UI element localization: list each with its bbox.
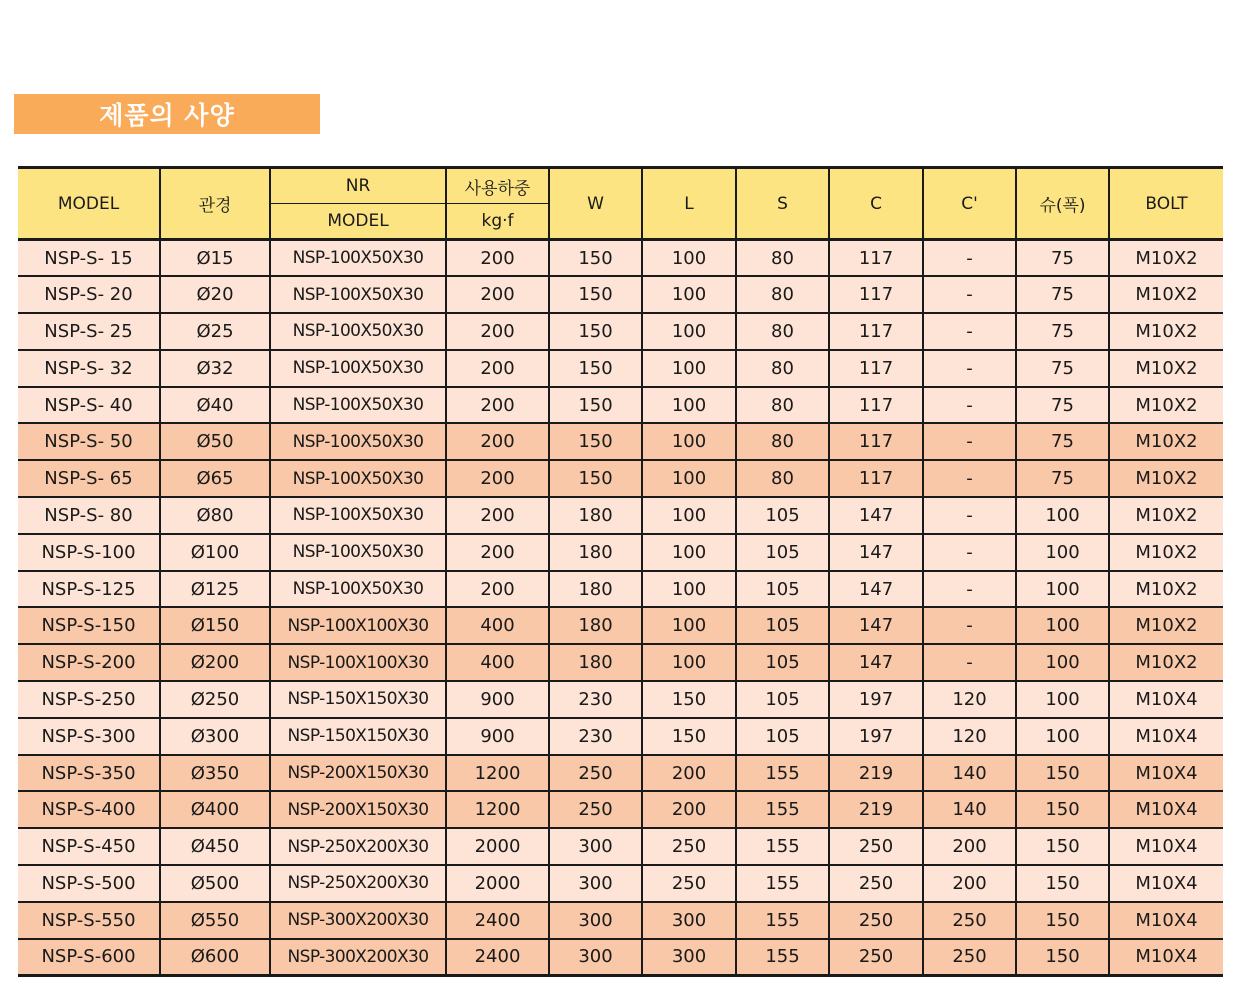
shoe-width-cell: 150 xyxy=(1016,902,1109,939)
w-cell: 300 xyxy=(549,939,642,976)
table-row xyxy=(18,755,1223,792)
load-cell: 1200 xyxy=(446,755,549,792)
nr-model-cell: NSP-100X50X30 xyxy=(270,276,446,313)
c-cell: 250 xyxy=(829,902,923,939)
header-c: C xyxy=(829,168,923,240)
bolt-cell: M10X2 xyxy=(1109,313,1223,350)
nr-model-cell: NSP-250X200X30 xyxy=(270,828,446,865)
bolt-cell: M10X2 xyxy=(1109,497,1223,534)
diameter-cell: Ø40 xyxy=(160,387,270,424)
l-cell: 100 xyxy=(642,497,736,534)
table-row xyxy=(18,350,1223,387)
header-load: 사용하중 xyxy=(446,168,549,204)
table-row xyxy=(18,313,1223,350)
load-cell: 200 xyxy=(446,497,549,534)
header-bolt: BOLT xyxy=(1109,168,1223,240)
c-prime-cell: - xyxy=(923,534,1016,571)
table-row xyxy=(18,276,1223,313)
l-cell: 300 xyxy=(642,939,736,976)
nr-model-cell: NSP-150X150X30 xyxy=(270,681,446,718)
s-cell: 105 xyxy=(736,497,829,534)
c-cell: 219 xyxy=(829,791,923,828)
model-cell: NSP-S-600 xyxy=(18,939,160,976)
s-cell: 105 xyxy=(736,718,829,755)
diameter-cell: Ø15 xyxy=(160,240,270,277)
c-cell: 197 xyxy=(829,681,923,718)
w-cell: 300 xyxy=(549,902,642,939)
shoe-width-cell: 75 xyxy=(1016,423,1109,460)
c-prime-cell: - xyxy=(923,423,1016,460)
model-cell: NSP-S-250 xyxy=(18,681,160,718)
shoe-width-cell: 100 xyxy=(1016,644,1109,681)
header-nr: NR xyxy=(270,168,446,204)
l-cell: 100 xyxy=(642,607,736,644)
load-cell: 2000 xyxy=(446,828,549,865)
nr-model-cell: NSP-100X50X30 xyxy=(270,534,446,571)
s-cell: 105 xyxy=(736,607,829,644)
model-cell: NSP-S-550 xyxy=(18,902,160,939)
load-cell: 900 xyxy=(446,718,549,755)
c-cell: 197 xyxy=(829,718,923,755)
diameter-cell: Ø300 xyxy=(160,718,270,755)
table-row xyxy=(18,939,1223,976)
l-cell: 100 xyxy=(642,534,736,571)
load-cell: 200 xyxy=(446,350,549,387)
s-cell: 155 xyxy=(736,939,829,976)
l-cell: 200 xyxy=(642,791,736,828)
bolt-cell: M10X2 xyxy=(1109,644,1223,681)
shoe-width-cell: 75 xyxy=(1016,460,1109,497)
header-w: W xyxy=(549,168,642,240)
model-cell: NSP-S-100 xyxy=(18,534,160,571)
spec-table xyxy=(18,166,1223,977)
l-cell: 100 xyxy=(642,350,736,387)
l-cell: 100 xyxy=(642,644,736,681)
l-cell: 100 xyxy=(642,240,736,277)
bolt-cell: M10X4 xyxy=(1109,828,1223,865)
diameter-cell: Ø200 xyxy=(160,644,270,681)
load-cell: 200 xyxy=(446,240,549,277)
w-cell: 180 xyxy=(549,571,642,608)
c-cell: 117 xyxy=(829,313,923,350)
model-cell: NSP-S-450 xyxy=(18,828,160,865)
l-cell: 100 xyxy=(642,571,736,608)
nr-model-cell: NSP-200X150X30 xyxy=(270,755,446,792)
s-cell: 80 xyxy=(736,460,829,497)
diameter-cell: Ø25 xyxy=(160,313,270,350)
model-cell: NSP-S- 80 xyxy=(18,497,160,534)
s-cell: 80 xyxy=(736,423,829,460)
diameter-cell: Ø150 xyxy=(160,607,270,644)
bolt-cell: M10X2 xyxy=(1109,423,1223,460)
model-cell: NSP-S- 32 xyxy=(18,350,160,387)
bolt-cell: M10X2 xyxy=(1109,276,1223,313)
table-row xyxy=(18,681,1223,718)
c-prime-cell: - xyxy=(923,350,1016,387)
shoe-width-cell: 100 xyxy=(1016,497,1109,534)
diameter-cell: Ø550 xyxy=(160,902,270,939)
c-prime-cell: 140 xyxy=(923,791,1016,828)
section-title: 제품의 사양 xyxy=(14,94,320,134)
s-cell: 80 xyxy=(736,276,829,313)
c-prime-cell: 200 xyxy=(923,828,1016,865)
table-row xyxy=(18,902,1223,939)
header-model: MODEL xyxy=(18,168,160,240)
w-cell: 230 xyxy=(549,718,642,755)
c-prime-cell: - xyxy=(923,387,1016,424)
table-row xyxy=(18,571,1223,608)
s-cell: 80 xyxy=(736,350,829,387)
nr-model-cell: NSP-100X50X30 xyxy=(270,240,446,277)
shoe-width-cell: 150 xyxy=(1016,755,1109,792)
load-cell: 200 xyxy=(446,423,549,460)
table-row xyxy=(18,460,1223,497)
c-cell: 117 xyxy=(829,276,923,313)
w-cell: 150 xyxy=(549,423,642,460)
nr-model-cell: NSP-300X200X30 xyxy=(270,902,446,939)
c-cell: 117 xyxy=(829,240,923,277)
model-cell: NSP-S-350 xyxy=(18,755,160,792)
w-cell: 250 xyxy=(549,755,642,792)
table-row xyxy=(18,240,1223,277)
shoe-width-cell: 75 xyxy=(1016,387,1109,424)
load-cell: 200 xyxy=(446,571,549,608)
bolt-cell: M10X4 xyxy=(1109,718,1223,755)
c-prime-cell: - xyxy=(923,313,1016,350)
diameter-cell: Ø400 xyxy=(160,791,270,828)
c-prime-cell: - xyxy=(923,276,1016,313)
w-cell: 150 xyxy=(549,387,642,424)
load-cell: 200 xyxy=(446,313,549,350)
table-body xyxy=(18,240,1223,976)
bolt-cell: M10X2 xyxy=(1109,387,1223,424)
bolt-cell: M10X2 xyxy=(1109,350,1223,387)
w-cell: 250 xyxy=(549,791,642,828)
shoe-width-cell: 150 xyxy=(1016,828,1109,865)
nr-model-cell: NSP-100X50X30 xyxy=(270,423,446,460)
bolt-cell: M10X4 xyxy=(1109,755,1223,792)
nr-model-cell: NSP-100X100X30 xyxy=(270,607,446,644)
diameter-cell: Ø350 xyxy=(160,755,270,792)
shoe-width-cell: 100 xyxy=(1016,681,1109,718)
diameter-cell: Ø100 xyxy=(160,534,270,571)
s-cell: 105 xyxy=(736,571,829,608)
diameter-cell: Ø32 xyxy=(160,350,270,387)
model-cell: NSP-S- 50 xyxy=(18,423,160,460)
load-cell: 200 xyxy=(446,534,549,571)
c-prime-cell: 250 xyxy=(923,902,1016,939)
load-cell: 900 xyxy=(446,681,549,718)
c-prime-cell: - xyxy=(923,607,1016,644)
load-cell: 200 xyxy=(446,276,549,313)
c-prime-cell: 120 xyxy=(923,681,1016,718)
model-cell: NSP-S-125 xyxy=(18,571,160,608)
diameter-cell: Ø65 xyxy=(160,460,270,497)
table-row xyxy=(18,534,1223,571)
w-cell: 180 xyxy=(549,534,642,571)
table-row xyxy=(18,865,1223,902)
diameter-cell: Ø50 xyxy=(160,423,270,460)
diameter-cell: Ø125 xyxy=(160,571,270,608)
shoe-width-cell: 150 xyxy=(1016,865,1109,902)
l-cell: 100 xyxy=(642,276,736,313)
nr-model-cell: NSP-250X200X30 xyxy=(270,865,446,902)
c-cell: 117 xyxy=(829,387,923,424)
s-cell: 155 xyxy=(736,791,829,828)
l-cell: 150 xyxy=(642,681,736,718)
load-cell: 200 xyxy=(446,387,549,424)
c-prime-cell: 140 xyxy=(923,755,1016,792)
nr-model-cell: NSP-100X50X30 xyxy=(270,387,446,424)
c-cell: 117 xyxy=(829,350,923,387)
c-cell: 250 xyxy=(829,828,923,865)
header-l: L xyxy=(642,168,736,240)
c-prime-cell: - xyxy=(923,240,1016,277)
shoe-width-cell: 150 xyxy=(1016,791,1109,828)
c-prime-cell: - xyxy=(923,644,1016,681)
nr-model-cell: NSP-100X50X30 xyxy=(270,460,446,497)
model-cell: NSP-S-500 xyxy=(18,865,160,902)
shoe-width-cell: 150 xyxy=(1016,939,1109,976)
nr-model-cell: NSP-100X50X30 xyxy=(270,571,446,608)
load-cell: 2400 xyxy=(446,939,549,976)
diameter-cell: Ø20 xyxy=(160,276,270,313)
c-prime-cell: - xyxy=(923,497,1016,534)
s-cell: 155 xyxy=(736,828,829,865)
w-cell: 150 xyxy=(549,313,642,350)
w-cell: 300 xyxy=(549,865,642,902)
c-cell: 219 xyxy=(829,755,923,792)
header-diameter: 관경 xyxy=(160,168,270,240)
w-cell: 300 xyxy=(549,828,642,865)
c-prime-cell: - xyxy=(923,460,1016,497)
table-row xyxy=(18,718,1223,755)
shoe-width-cell: 75 xyxy=(1016,240,1109,277)
model-cell: NSP-S-300 xyxy=(18,718,160,755)
diameter-cell: Ø500 xyxy=(160,865,270,902)
l-cell: 100 xyxy=(642,313,736,350)
table-header xyxy=(18,168,1223,240)
bolt-cell: M10X4 xyxy=(1109,865,1223,902)
nr-model-cell: NSP-200X150X30 xyxy=(270,791,446,828)
w-cell: 150 xyxy=(549,460,642,497)
table-row xyxy=(18,644,1223,681)
nr-model-cell: NSP-100X50X30 xyxy=(270,350,446,387)
header-s: S xyxy=(736,168,829,240)
load-cell: 2000 xyxy=(446,865,549,902)
w-cell: 180 xyxy=(549,644,642,681)
c-prime-cell: 250 xyxy=(923,939,1016,976)
header-shoe-width: 슈(폭) xyxy=(1016,168,1109,240)
l-cell: 100 xyxy=(642,460,736,497)
load-cell: 400 xyxy=(446,644,549,681)
diameter-cell: Ø80 xyxy=(160,497,270,534)
load-cell: 1200 xyxy=(446,791,549,828)
load-cell: 400 xyxy=(446,607,549,644)
table-row xyxy=(18,607,1223,644)
bolt-cell: M10X2 xyxy=(1109,571,1223,608)
s-cell: 105 xyxy=(736,534,829,571)
s-cell: 80 xyxy=(736,313,829,350)
bolt-cell: M10X4 xyxy=(1109,791,1223,828)
header-load-unit: kg·f xyxy=(446,204,549,240)
c-cell: 147 xyxy=(829,644,923,681)
table-row xyxy=(18,387,1223,424)
model-cell: NSP-S-400 xyxy=(18,791,160,828)
c-cell: 147 xyxy=(829,607,923,644)
bolt-cell: M10X2 xyxy=(1109,240,1223,277)
model-cell: NSP-S- 25 xyxy=(18,313,160,350)
l-cell: 250 xyxy=(642,865,736,902)
bolt-cell: M10X2 xyxy=(1109,607,1223,644)
s-cell: 105 xyxy=(736,644,829,681)
s-cell: 155 xyxy=(736,902,829,939)
header-c-prime: C' xyxy=(923,168,1016,240)
c-cell: 250 xyxy=(829,939,923,976)
shoe-width-cell: 100 xyxy=(1016,718,1109,755)
nr-model-cell: NSP-150X150X30 xyxy=(270,718,446,755)
l-cell: 300 xyxy=(642,902,736,939)
shoe-width-cell: 100 xyxy=(1016,571,1109,608)
bolt-cell: M10X4 xyxy=(1109,939,1223,976)
model-cell: NSP-S- 20 xyxy=(18,276,160,313)
w-cell: 150 xyxy=(549,276,642,313)
s-cell: 155 xyxy=(736,865,829,902)
diameter-cell: Ø450 xyxy=(160,828,270,865)
l-cell: 200 xyxy=(642,755,736,792)
w-cell: 230 xyxy=(549,681,642,718)
shoe-width-cell: 100 xyxy=(1016,607,1109,644)
s-cell: 80 xyxy=(736,387,829,424)
nr-model-cell: NSP-300X200X30 xyxy=(270,939,446,976)
l-cell: 100 xyxy=(642,387,736,424)
bolt-cell: M10X4 xyxy=(1109,902,1223,939)
nr-model-cell: NSP-100X50X30 xyxy=(270,497,446,534)
shoe-width-cell: 75 xyxy=(1016,276,1109,313)
model-cell: NSP-S- 65 xyxy=(18,460,160,497)
l-cell: 250 xyxy=(642,828,736,865)
model-cell: NSP-S- 15 xyxy=(18,240,160,277)
s-cell: 105 xyxy=(736,681,829,718)
shoe-width-cell: 75 xyxy=(1016,350,1109,387)
w-cell: 150 xyxy=(549,350,642,387)
table-row xyxy=(18,423,1223,460)
shoe-width-cell: 100 xyxy=(1016,534,1109,571)
l-cell: 150 xyxy=(642,718,736,755)
c-cell: 250 xyxy=(829,865,923,902)
w-cell: 180 xyxy=(549,607,642,644)
table-row xyxy=(18,791,1223,828)
c-prime-cell: - xyxy=(923,571,1016,608)
model-cell: NSP-S- 40 xyxy=(18,387,160,424)
bolt-cell: M10X2 xyxy=(1109,534,1223,571)
bolt-cell: M10X4 xyxy=(1109,681,1223,718)
nr-model-cell: NSP-100X50X30 xyxy=(270,313,446,350)
nr-model-cell: NSP-100X100X30 xyxy=(270,644,446,681)
model-cell: NSP-S-150 xyxy=(18,607,160,644)
diameter-cell: Ø250 xyxy=(160,681,270,718)
model-cell: NSP-S-200 xyxy=(18,644,160,681)
s-cell: 155 xyxy=(736,755,829,792)
c-prime-cell: 200 xyxy=(923,865,1016,902)
c-cell: 147 xyxy=(829,497,923,534)
c-cell: 117 xyxy=(829,423,923,460)
load-cell: 200 xyxy=(446,460,549,497)
bolt-cell: M10X2 xyxy=(1109,460,1223,497)
s-cell: 80 xyxy=(736,240,829,277)
w-cell: 180 xyxy=(549,497,642,534)
w-cell: 150 xyxy=(549,240,642,277)
table-row xyxy=(18,828,1223,865)
diameter-cell: Ø600 xyxy=(160,939,270,976)
header-nr-model: MODEL xyxy=(270,204,446,240)
load-cell: 2400 xyxy=(446,902,549,939)
table-row xyxy=(18,497,1223,534)
c-cell: 117 xyxy=(829,460,923,497)
c-cell: 147 xyxy=(829,571,923,608)
shoe-width-cell: 75 xyxy=(1016,313,1109,350)
l-cell: 100 xyxy=(642,423,736,460)
c-prime-cell: 120 xyxy=(923,718,1016,755)
c-cell: 147 xyxy=(829,534,923,571)
